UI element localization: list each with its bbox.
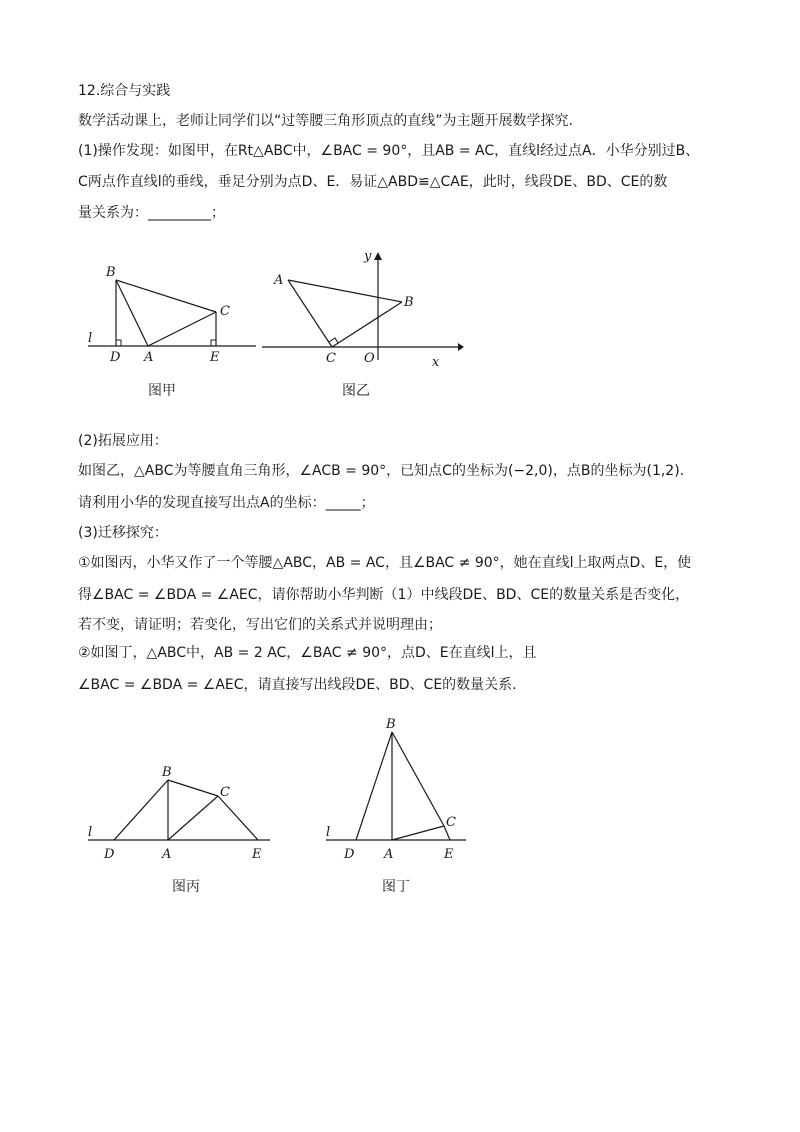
label-C: C <box>446 815 456 830</box>
question-intro: 数学活动课上，老师让同学们以“过等腰三角形顶点的直线”为主题开展数学探究. <box>78 113 573 129</box>
part2-line1: 如图乙，△ABC为等腰直角三角形，∠ACB = 90°，已知点C的坐标为(−2,0)，点B的坐标为(1,2). <box>78 463 685 479</box>
part1-line3: 量关系为：_________； <box>78 205 225 221</box>
label-l: l <box>88 825 93 840</box>
label-O: O <box>364 351 375 366</box>
figure-bing <box>84 758 274 872</box>
segment-AB <box>288 280 402 302</box>
part3-line2: 得∠BAC = ∠BDA = ∠AEC，请你帮助小华判断（1）中线段DE、BD、CE的数量关系是否变化， <box>78 587 690 603</box>
label-A: A <box>274 273 284 288</box>
right-angle-C <box>329 338 338 343</box>
segment-DB <box>114 780 168 840</box>
label-E: E <box>210 350 220 365</box>
part1-line1: (1)操作发现：如图甲，在Rt△ABC中，∠BAC = 90°，且AB = AC，直线l经过点A．小华分别过B、 <box>78 143 700 159</box>
label-C: C <box>220 304 230 319</box>
segment-AC <box>392 826 444 840</box>
label-D: D <box>104 847 115 862</box>
label-A: A <box>384 847 394 862</box>
figure-jia <box>84 258 259 377</box>
caption-yi: 图乙 <box>342 383 370 399</box>
part3-line1: ①如图丙，小华又作了一个等腰△ABC，AB = AC，且∠BAC ≠ 90°，她在直线l上取两点D、E，使 <box>78 555 692 571</box>
segment-AC <box>288 280 332 347</box>
part1-line2: C两点作直线l的垂线，垂足分别为点D、E．易证△ABD≌△CAE，此时，线段DE、BD、CE的数 <box>78 174 668 190</box>
question-title: 12.综合与实践 <box>78 83 171 99</box>
label-l: l <box>88 331 93 346</box>
label-B: B <box>162 765 172 780</box>
figure-ding <box>320 712 470 866</box>
part3-line4: ②如图丁，△ABC中，AB = 2 AC，∠BAC ≠ 90°，点D、E在直线l上，且 <box>78 645 537 661</box>
segment-DB <box>356 732 392 840</box>
label-B: B <box>106 265 116 280</box>
caption-bing: 图丙 <box>172 879 200 895</box>
part3-line5: ∠BAC = ∠BDA = ∠AEC，请直接写出线段DE、BD、CE的数量关系. <box>78 677 517 693</box>
segment-AC <box>168 796 218 840</box>
part2-line2: 请利用小华的发现直接写出点A的坐标：_____； <box>78 495 375 511</box>
segment-CB <box>332 302 402 347</box>
label-D: D <box>110 350 121 365</box>
segment-CE <box>218 796 258 840</box>
label-E: E <box>444 847 454 862</box>
right-angle-E <box>211 340 216 346</box>
label-E: E <box>252 847 262 862</box>
segment-AC <box>148 312 216 346</box>
segment-BC <box>392 732 444 826</box>
part3-head: (3)迁移探究： <box>78 525 168 541</box>
label-x: x <box>432 355 440 370</box>
label-A: A <box>162 847 172 862</box>
right-angle-D <box>116 340 121 346</box>
part2-head: (2)拓展应用： <box>78 433 168 449</box>
label-A: A <box>144 350 154 365</box>
label-y: y <box>364 249 372 264</box>
label-l: l <box>326 825 331 840</box>
label-B: B <box>386 717 396 732</box>
part3-line3: 若不变，请证明；若变化，写出它们的关系式并说明理由； <box>78 617 442 633</box>
segment-BA <box>116 280 148 346</box>
caption-ding: 图丁 <box>382 879 410 895</box>
figure-yi <box>260 248 465 377</box>
segment-BC <box>116 280 216 312</box>
segment-BC <box>168 780 218 796</box>
x-axis-arrow <box>458 343 464 351</box>
y-axis-arrow <box>374 252 382 260</box>
label-D: D <box>344 847 355 862</box>
label-C: C <box>220 785 230 800</box>
label-B: B <box>404 295 414 310</box>
caption-jia: 图甲 <box>148 383 176 399</box>
label-C: C <box>326 351 336 366</box>
